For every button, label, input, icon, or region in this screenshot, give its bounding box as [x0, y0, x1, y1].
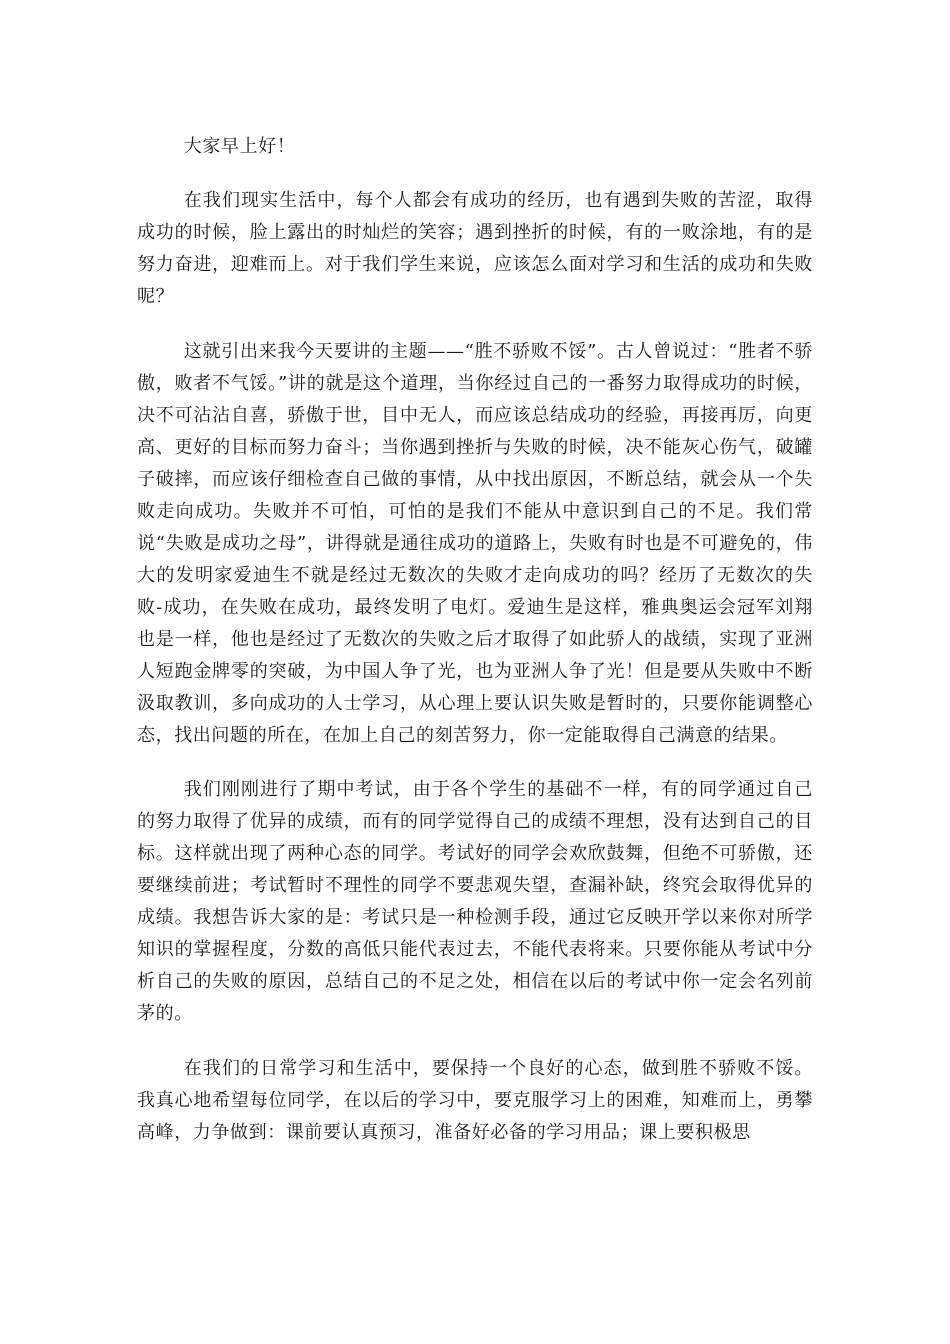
- paragraph-exam: 我们刚刚进行了期中考试，由于各个学生的基础不一样，有的同学通过自己的努力取得了优异的成绩，而有的同学觉得自己的成绩不理想，没有达到自己的目标。这样就出现了两种心态的同学。考试好的同学会欢欣鼓舞，但绝不可骄傲，还要继续前进；考试暂时不理性的同学不要悲观失望，查漏补缺，终究会取得优异的成绩。我想告诉大家的是：考试只是一种检测手段，通过它反映开学以来你对所学知识的掌握程度，分数的高低只能代表过去，不能代表将来。只要你能从考试中分析自己的失败的原因，总结自己的不足之处，相信在以后的考试中你一定会名列前茅的。: [137, 779, 813, 1024]
- greeting-paragraph: 大家早上好！: [183, 136, 296, 157]
- paragraph-attitude: 在我们的日常学习和生活中，要保持一个良好的心态，做到胜不骄败不馁。我真心地希望每位同学，在以后的学习中，要克服学习上的困难，知难而上，勇攀高峰，力争做到：课前要认真预习，准备好必备的学习用品；课上要积极思: [137, 1058, 813, 1143]
- paragraph-theme: 这就引出来我今天要讲的主题——“胜不骄败不馁”。古人曾说过：“胜者不骄傲，败者不气馁。”讲的就是这个道理，当你经过自己的一番努力取得成功的时候，决不可沾沾自喜，骄傲于世，目中无人，而应该总结成功的经验，再接再厉，向更高、更好的目标而努力奋斗；当你遇到挫折与失败的时候，决不能灰心伤气，破罐子破摔，而应该仔细检查自己做的事情，从中找出原因，不断总结，就会从一个失败走向成功。失败并不可怕，可怕的是我们不能从中意识到自己的不足。我们常说“失败是成功之母”，讲得就是通往成功的道路上，失败有时也是不可避免的，伟大的发明家爱迪生不就是经过无数次的失败才走向成功的吗？经历了无数次的失败-成功，在失败在成功，最终发明了电灯。爱迪生是这样，雅典奥运会冠军刘翔也是一样，他也是经过了无数次的失败之后才取得了如此骄人的战绩，实现了亚洲人短跑金牌零的突破，为中国人争了光，也为亚洲人争了光！但是要从失败中不断汲取教训，多向成功的人士学习，从心理上要认识失败是暂时的，只要你能调整心态，找出问题的所在，在加上自己的刻苦努力，你一定能取得自己满意的结果。: [137, 341, 813, 746]
- speech-body: [137, 131, 813, 1149]
- paragraph-intro: 在我们现实生活中，每个人都会有成功的经历，也有遇到失败的苦涩，取得成功的时候，脸上露出的时灿烂的笑容；遇到挫折的时候，有的一败涂地，有的是努力奋进，迎难而上。对于我们学生来说，应该怎么面对学习和生活的成功和失败呢？: [137, 190, 813, 307]
